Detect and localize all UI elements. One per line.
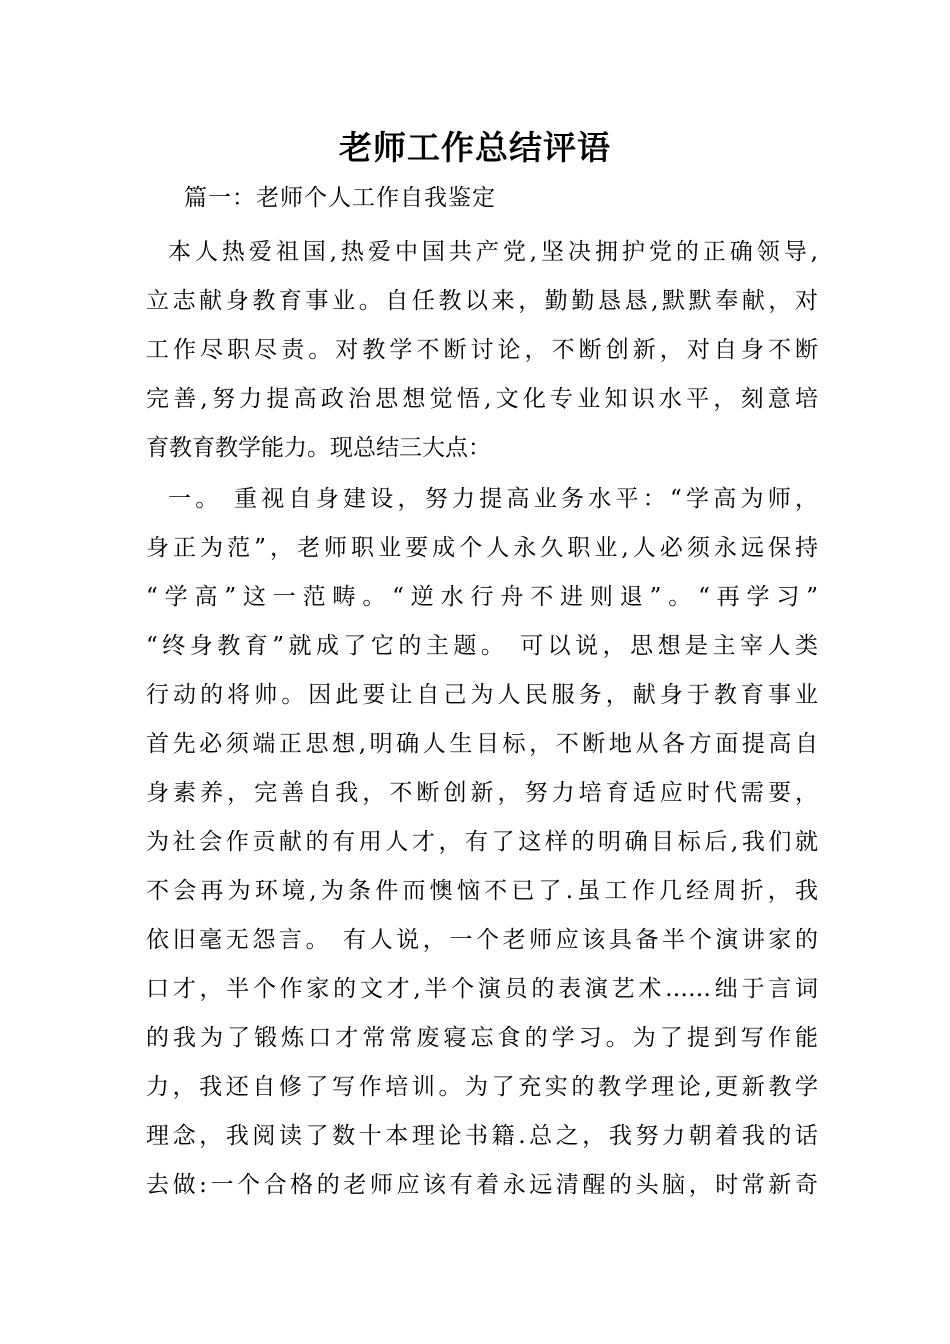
section-heading: 篇一：老师个人工作自我鉴定 <box>184 185 496 211</box>
paragraph-line: 完善,努力提高政治思想觉悟,文化专业知识水平，刻意培 <box>146 386 818 412</box>
paragraph-line: 工作尽职尽责。对教学不断讨论，不断创新，对自身不断 <box>146 337 818 363</box>
paragraph-line: 身正为范”，老师职业要成个人永久职业,人必须永远保持 <box>146 535 818 561</box>
paragraph-line: 行动的将帅。因此要让自己为人民服务，献身于教育事业 <box>146 682 818 708</box>
document-title: 老师工作总结评语 <box>339 128 611 167</box>
paragraph-line: 理念，我阅读了数十本理论书籍.总之，我努力朝着我的话 <box>146 1123 818 1149</box>
paragraph-line: 立志献身教育事业。自任教以来，勤勤恳恳,默默奉献，对 <box>146 288 818 314</box>
paragraph-line: 的我为了锻炼口才常常废寝忘食的学习。为了提到写作能 <box>146 1025 818 1051</box>
paragraph-line: “学高”这一范畴。“逆水行舟不进则退”。“再学习” <box>146 584 818 610</box>
paragraph-line: 首先必须端正思想,明确人生目标，不断地从各方面提高自 <box>146 731 818 757</box>
paragraph-line: 口才，半个作家的文才,半个演员的表演艺术……绌于言词 <box>146 976 818 1002</box>
paragraph-line: 依旧毫无怨言。 有人说，一个老师应该具备半个演讲家的 <box>146 927 818 953</box>
paragraph-line: 一。 重视自身建设，努力提高业务水平：“学高为师， <box>168 486 818 512</box>
paragraph-line: 身素养，完善自我，不断创新，努力培育适应时代需要， <box>146 780 818 806</box>
paragraph-line: 本人热爱祖国,热爱中国共产党,坚决拥护党的正确领导, <box>168 239 818 265</box>
paragraph-line: 力，我还自修了写作培训。为了充实的教学理论,更新教学 <box>146 1074 818 1100</box>
paragraph-line: 不会再为环境,为条件而懊恼不已了.虽工作几经周折，我 <box>146 878 818 904</box>
paragraph-line: 去做:一个合格的老师应该有着永远清醒的头脑，时常新奇 <box>146 1172 818 1198</box>
paragraph-line: 育教育教学能力。现总结三大点： <box>146 435 491 461</box>
paragraph-line: 为社会作贡献的有用人才，有了这样的明确目标后,我们就 <box>146 829 818 855</box>
paragraph-line: “终身教育”就成了它的主题。 可以说，思想是主宰人类 <box>146 633 818 659</box>
